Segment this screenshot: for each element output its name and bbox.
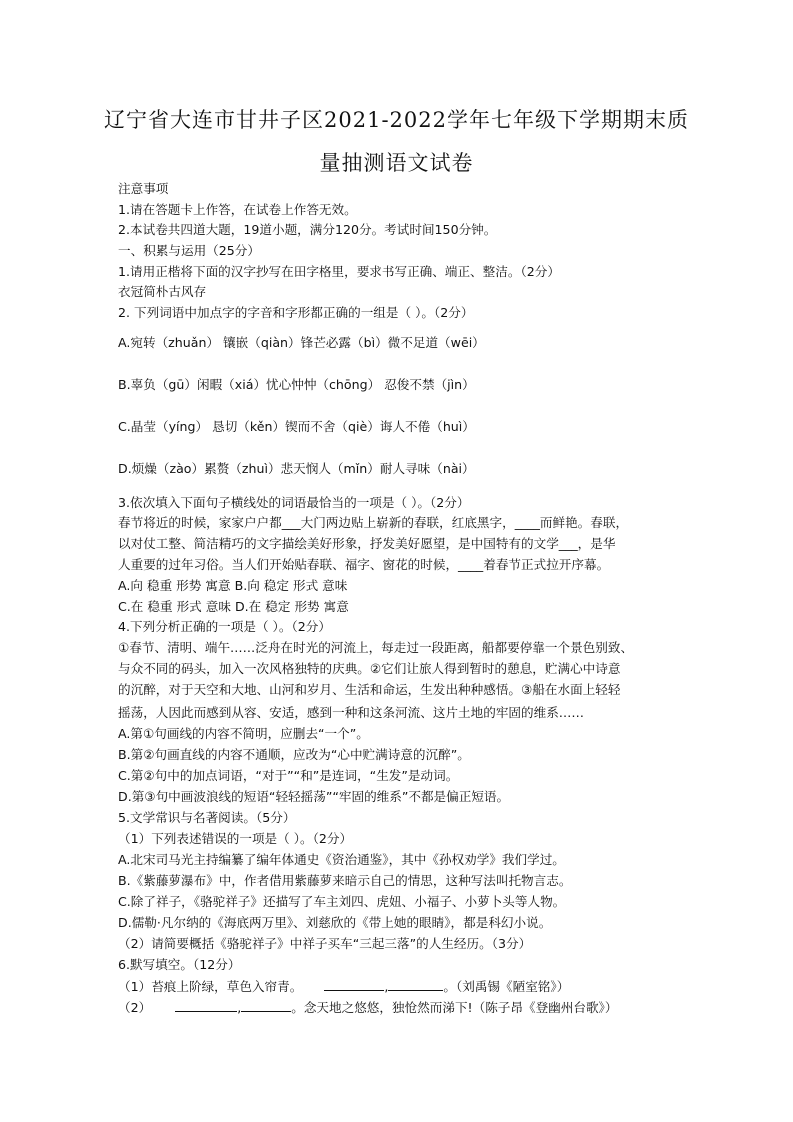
exam-title-line1: 辽宁省大连市甘井子区2021-2022学年七年级下学期期末质 [104,108,689,132]
q4-option-d: D.第③句中画波浪线的短语“轻轻摇荡”“牢固的维系”不都是偏正短语。 [118,789,510,804]
exam-title-line2: 量抽测语文试卷 [319,151,474,175]
q5-stem: 5.文学常识与名著阅读。（5分） [118,810,296,825]
q5-sub2: （2）请简要概括《骆驼祥子》中祥子买车“三起三落”的人生经历。（3分） [118,936,532,951]
q6-line-1-prefix: （1）苔痕上阶绿，草色入帘青。 [118,979,303,994]
q2-option-a: A.宛转（zhuǎn） 镶嵌（qiàn）锋芒必露（bì）微不足道（wēi） [118,335,485,350]
q4-passage-line-4: 摇荡，人因此而感到从容、安适，感到一种和这条河流、这片土地的牢固的维系…… [118,705,584,720]
q4-passage-line-3: 的沉醉，对于天空和大地、山河和岁月、生活和命运，生发出种种感悟。③船在水面上轻轻 [118,682,621,697]
notice-item-2: 2.本试卷共四道大题，19道小题，满分120分。考试时间150分钟。 [118,222,497,237]
q1-copy-text: 衣冠简朴古风存 [118,284,207,299]
q3-stem: 3.依次填入下面句子横线处的词语最恰当的一项是（ ）。（2分） [118,495,470,510]
notice-heading: 注意事项 [118,181,169,196]
answer-blank[interactable] [241,999,291,1012]
q5-option-b: B.《紫藤萝瀑布》中，作者借用紫藤萝来暗示自己的情思，这种写法叫托物言志。 [118,873,572,888]
q4-passage-line-2: 与众不同的码头，加入一次风格独特的庆典。②它们让旅人得到暂时的憩息，贮满心中诗意 [118,661,621,676]
q6-line-2 [118,999,617,1016]
q4-option-c: C.第②句中的加点词语，“对于”“和”是连词，“生发”是动词。 [118,768,459,783]
comma: , [384,979,389,994]
q6-stem: 6.默写填空。（12分） [118,957,241,972]
q2-stem: 2. 下列词语中加点字的字音和字形都正确的一组是（ ）。（2分） [118,305,474,320]
answer-blank[interactable] [175,999,237,1012]
q4-option-b: B.第②句画直线的内容不通顺，应改为“心中贮满诗意的沉醉”。 [118,747,470,762]
answer-blank[interactable] [324,978,384,991]
q5-option-c: C.除了祥子，《骆驼祥子》还描写了车主刘四、虎妞、小福子、小萝卜头等人物。 [118,894,566,909]
q3-options-ab: A.向 稳重 形势 寓意 B.向 稳定 形式 意味 [118,578,348,593]
comma: , [237,1000,242,1015]
q3-options-cd: C.在 稳重 形式 意味 D.在 稳定 形势 寓意 [118,599,349,614]
q6-line-1 [118,978,569,995]
q5-option-a: A.北宋司马光主持编纂了编年体通史《资治通鉴》，其中《孙权劝学》我们学过。 [118,852,565,867]
q2-option-c: C.晶莹（yíng） 恳切（kěn）锲而不舍（qiè）诲人不倦（huì） [118,419,475,434]
q4-stem: 4.下列分析正确的一项是（ ）。（2分） [118,619,331,634]
q3-passage-line-3: 人重要的过年习俗。当人们开始贴春联、福字、窗花的时候，____着春节正式拉开序幕。 [118,557,610,572]
answer-blank[interactable] [388,978,443,991]
q4-option-a: A.第①句画线的内容不简明，应删去“一个”。 [118,726,369,741]
q2-option-d: D.烦燥（zào）累赘（zhuì）悲天悯人（mǐn）耐人寻味（nài） [118,461,475,476]
q2-option-b: B.辜负（gū）闲暇（xiá）忧心忡忡（chōng） 忍俊不禁（jìn） [118,377,475,392]
section-heading: 一、积累与运用（25分） [118,243,260,258]
notice-item-1: 1.请在答题卡上作答，在试卷上作答无效。 [118,202,357,217]
q6-line-1-suffix: 。（刘禹锡《陋室铭》） [443,979,570,994]
q6-line-2-suffix: 。念天地之悠悠，独怆然而涕下!（陈子昂《登幽州台歌》） [291,1000,618,1015]
q6-line-2-prefix: （2） [118,1000,152,1015]
q1-stem: 1.请用正楷将下面的汉字抄写在田字格里，要求书写正确、端正、整洁。（2分） [118,264,560,279]
q3-passage-line-1: 春节将近的时候，家家户户都___大门两边贴上崭新的春联，红底黑字，____而鲜艳。春联， [118,515,629,530]
q3-passage-line-2: 以对仗工整、简洁精巧的文字描绘美好形象，抒发美好愿望，是中国特有的文学___，是华 [118,536,616,551]
q5-sub1: （1）下列表述错误的一项是（ ）。（2分） [118,831,353,846]
q5-option-d: D.儒勒·凡尔纳的《海底两万里》、刘慈欣的《带上她的眼睛》，都是科幻小说。 [118,915,552,930]
q4-passage-line-1: ①春节、清明、端午……泛舟在时光的河流上，每走过一段距离，船都要停靠一个景色别致、 [118,640,634,655]
